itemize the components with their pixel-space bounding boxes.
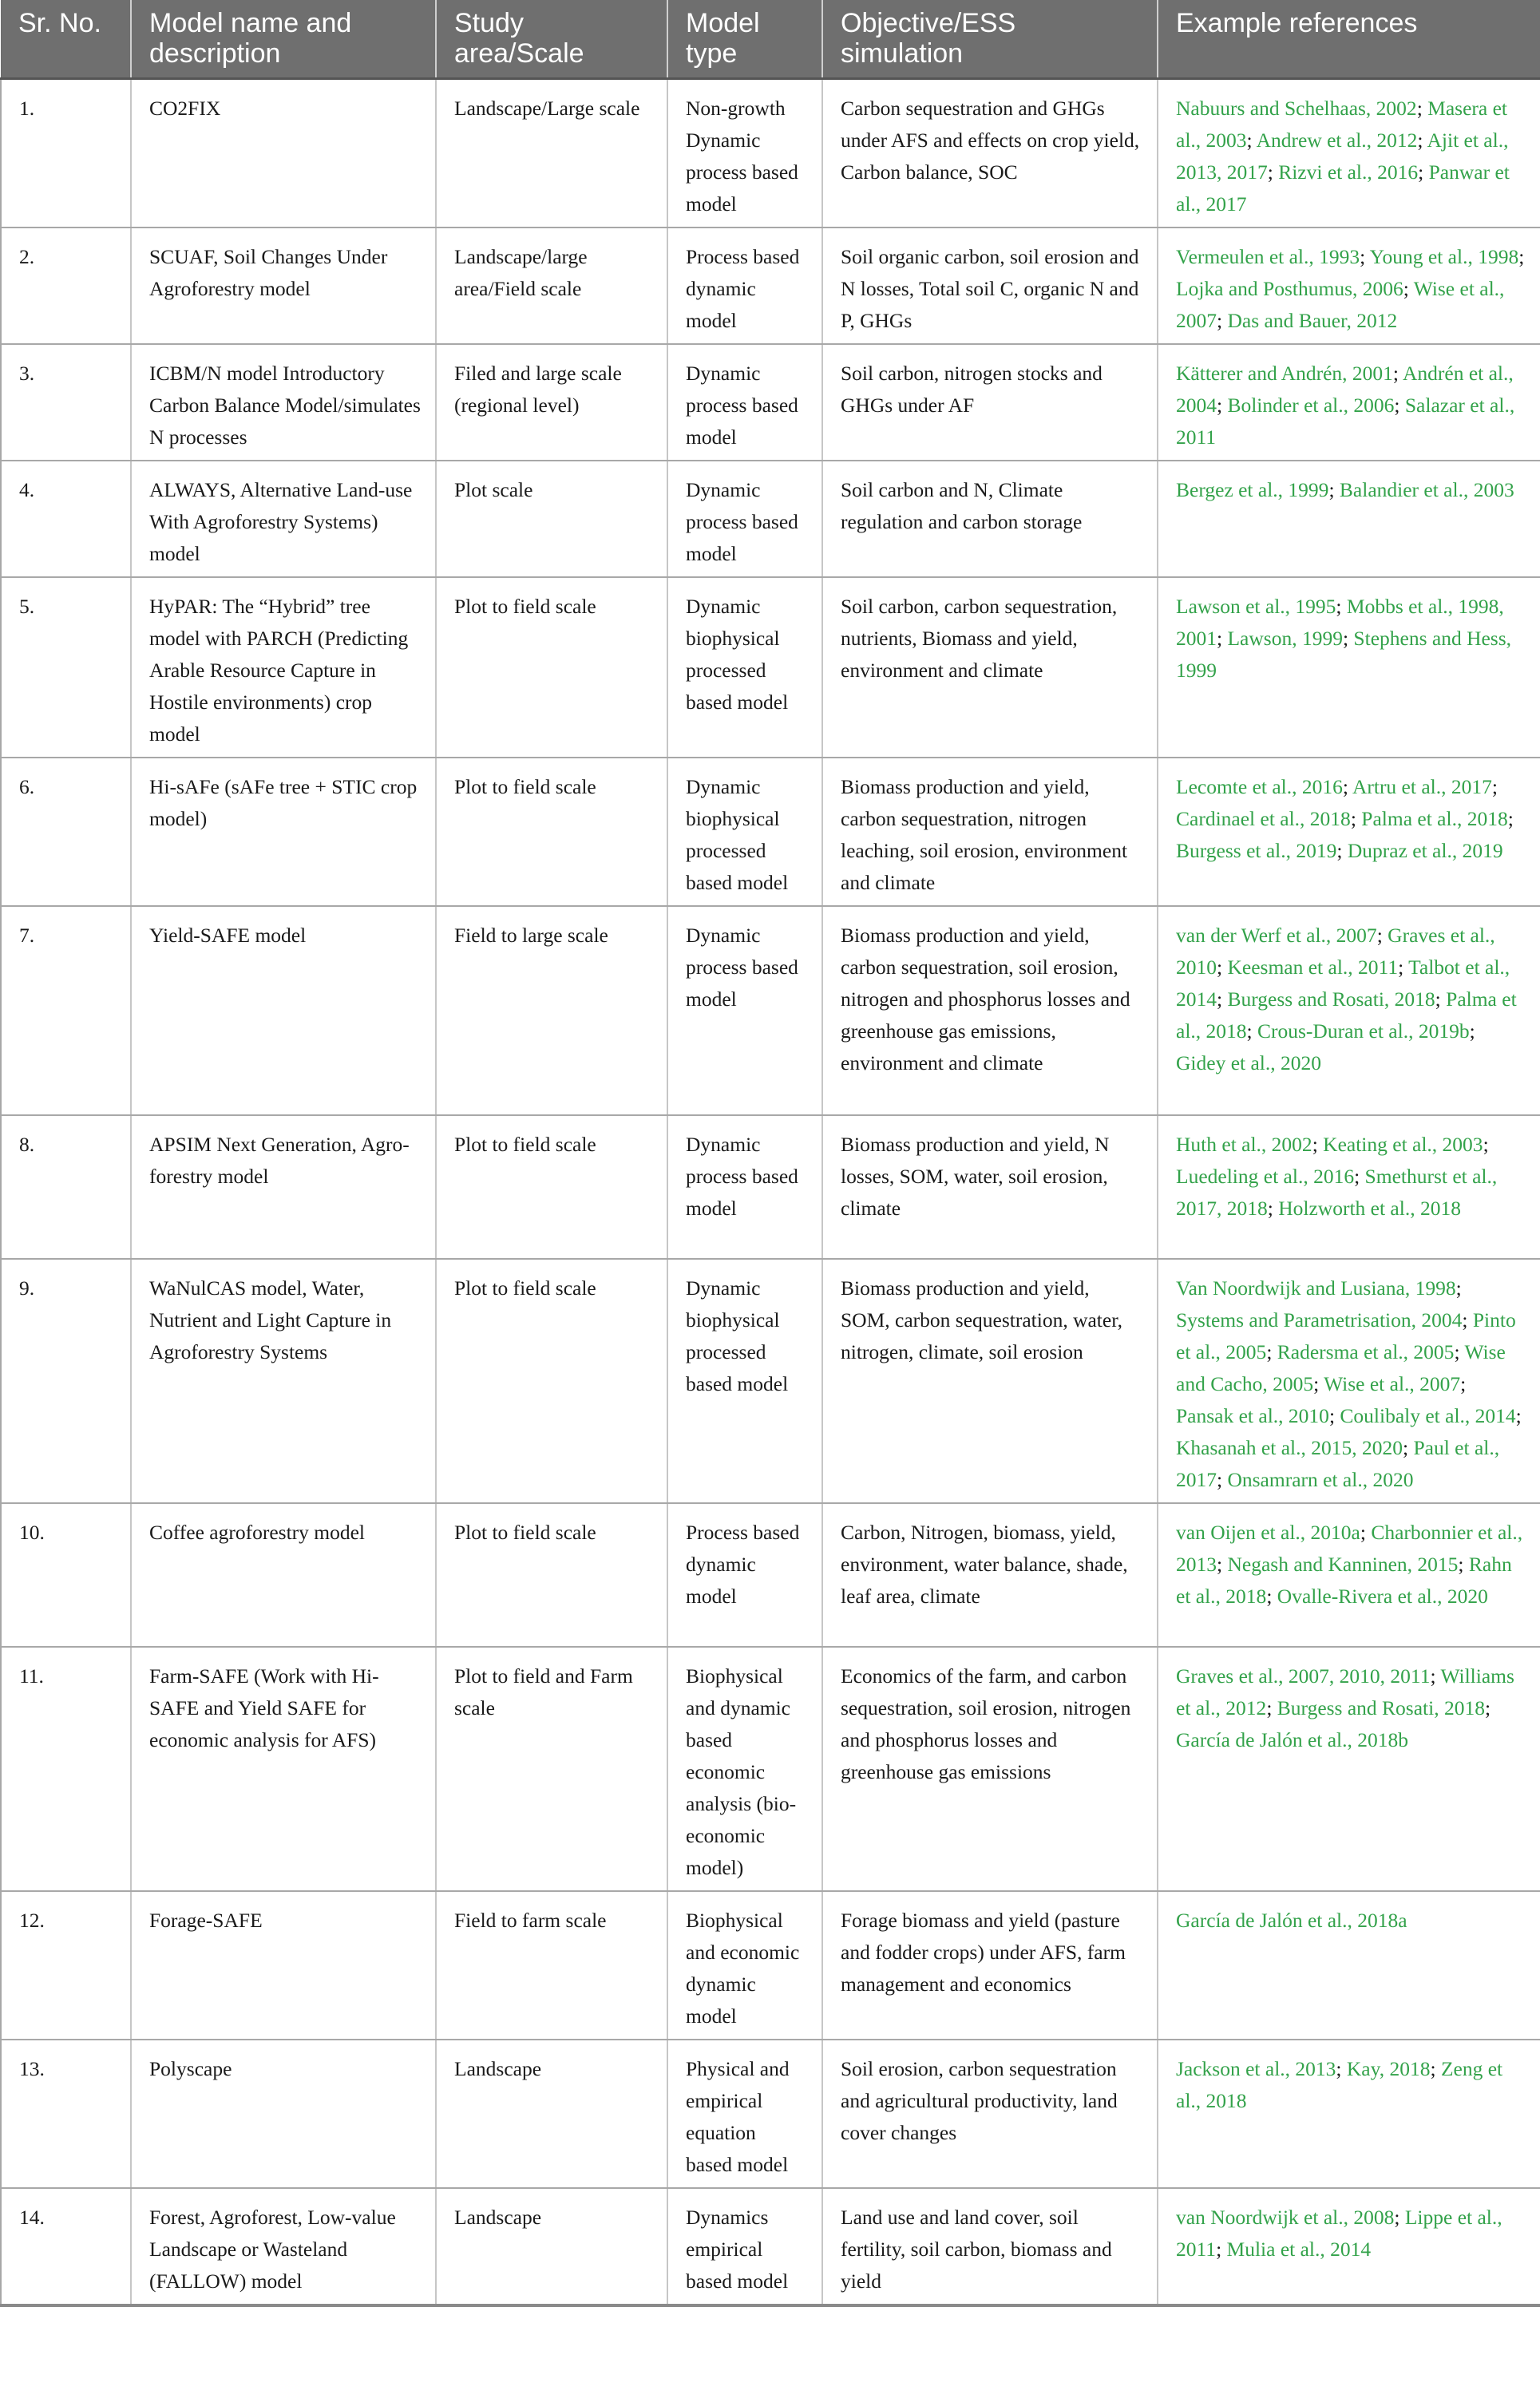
reference-separator: ;	[1342, 626, 1354, 650]
reference-separator: ;	[1460, 1371, 1467, 1395]
reference-link[interactable]: Vermeulen et al., 1993	[1176, 244, 1360, 268]
cell-references	[1158, 1891, 1540, 2040]
reference-separator: ;	[1430, 2056, 1441, 2080]
reference-link[interactable]: Young et al., 1998	[1369, 244, 1519, 268]
reference-separator: ;	[1515, 1403, 1522, 1427]
reference-link[interactable]: Panwar et al., 2017	[1176, 160, 1510, 216]
cell-references	[1158, 1647, 1540, 1891]
cell-model-name: Polyscape	[131, 2040, 436, 2188]
cell-sr-no: 1.	[1, 78, 131, 228]
cell-objective: Soil carbon, nitrogen stocks and GHGs under AF	[822, 344, 1158, 461]
reference-link[interactable]: Mulia et al., 2014	[1226, 2237, 1372, 2261]
cell-study-area: Plot to field and Farm scale	[436, 1647, 667, 1891]
cell-study-area: Plot to field scale	[436, 1259, 667, 1503]
reference-separator: ;	[1217, 1552, 1228, 1576]
cell-objective: Biomass production and yield, carbon sequestration, soil erosion, nitrogen and phosphorus losses and greenhouse gas emissions, environment and climate	[822, 906, 1158, 1115]
reference-link[interactable]: Systems and Parametrisation, 2004	[1176, 1308, 1463, 1332]
cell-sr-no: 14.	[1, 2188, 131, 2305]
cell-study-area: Landscape/large area/Field scale	[436, 228, 667, 344]
cell-model-type: Dynamic biophysical processed based model	[667, 1259, 822, 1503]
reference-link[interactable]: Crous-Duran et al., 2019b	[1257, 1019, 1470, 1043]
cell-objective: Soil erosion, carbon sequestration and agricultural productivity, land cover changes	[822, 2040, 1158, 2188]
cell-references	[1158, 461, 1540, 577]
cell-objective: Soil organic carbon, soil erosion and N losses, Total soil C, organic N and P, GHGs	[822, 228, 1158, 344]
cell-model-name: WaNulCAS model, Water, Nutrient and Light Capture in Agroforestry Systems	[131, 1259, 436, 1503]
reference-separator: ;	[1518, 244, 1525, 268]
reference-separator: ;	[1342, 774, 1352, 798]
cell-model-type: Physical and empirical equation based model	[667, 2040, 822, 2188]
reference-link[interactable]: Wise et al., 2007	[1324, 1371, 1461, 1395]
reference-link[interactable]: Nabuurs and Schelhaas, 2002	[1176, 96, 1417, 120]
cell-model-name: Coffee agroforestry model	[131, 1503, 436, 1647]
cell-objective: Soil carbon, carbon sequestration, nutrients, Biomass and yield, environment and climate	[822, 577, 1158, 758]
reference-link[interactable]: Wise et al., 2007	[1176, 276, 1505, 332]
cell-references	[1158, 1259, 1540, 1503]
table-row	[1, 1891, 1540, 2040]
table-row	[1, 2040, 1540, 2188]
header-objective: Objective/ESS simulation	[822, 0, 1158, 78]
reference-separator: ;	[1336, 838, 1348, 862]
reference-link[interactable]: Kätterer and Andrén, 2001	[1176, 361, 1393, 385]
cell-objective: Biomass production and yield, carbon sequestration, nitrogen leaching, soil erosion, environment and climate	[822, 758, 1158, 906]
table-row	[1, 577, 1540, 758]
cell-study-area: Plot to field scale	[436, 577, 667, 758]
cell-references	[1158, 906, 1540, 1115]
cell-references	[1158, 758, 1540, 906]
reference-link[interactable]: García de Jalón et al., 2018b	[1176, 1727, 1409, 1751]
cell-study-area: Plot to field scale	[436, 1503, 667, 1647]
cell-study-area: Plot to field scale	[436, 758, 667, 906]
reference-separator: ;	[1350, 806, 1362, 830]
table-row	[1, 228, 1540, 344]
cell-model-type: Process based dynamic model	[667, 228, 822, 344]
table-row	[1, 906, 1540, 1115]
cell-model-name: Yield-SAFE model	[131, 906, 436, 1115]
reference-separator: ;	[1217, 1467, 1228, 1491]
reference-separator: ;	[1394, 2205, 1405, 2229]
reference-link[interactable]: Cardinael et al., 2018	[1176, 806, 1351, 830]
reference-separator: ;	[1217, 626, 1228, 650]
reference-separator: ;	[1394, 393, 1405, 417]
reference-separator: ;	[1398, 955, 1409, 979]
cell-model-type: Dynamics empirical based model	[667, 2188, 822, 2305]
reference-separator: ;	[1484, 1696, 1491, 1719]
header-model-type: Model type	[667, 0, 822, 78]
table-row	[1, 1647, 1540, 1891]
reference-link[interactable]: Rizvi et al., 2016	[1278, 160, 1419, 184]
reference-link[interactable]: Lawson, 1999	[1227, 626, 1343, 650]
cell-model-type: Dynamic process based model	[667, 344, 822, 461]
cell-references	[1158, 577, 1540, 758]
reference-separator: ;	[1313, 1371, 1324, 1395]
reference-link[interactable]: Onsamrarn et al., 2020	[1227, 1467, 1414, 1491]
reference-link[interactable]: Bergez et al., 1999	[1176, 477, 1329, 501]
cell-model-name: APSIM Next Generation, Agro-forestry model	[131, 1115, 436, 1259]
cell-model-name: HyPAR: The “Hybrid” tree model with PARCH (Predicting Arable Resource Capture in Hostile environments) crop model	[131, 577, 436, 758]
reference-link[interactable]: Smethurst et al., 2017, 2018	[1176, 1164, 1498, 1220]
reference-link[interactable]: Burgess and Rosati, 2018	[1277, 1696, 1485, 1719]
cell-model-type: Dynamic process based model	[667, 1115, 822, 1259]
cell-study-area: Field to large scale	[436, 906, 667, 1115]
reference-separator: ;	[1458, 1552, 1469, 1576]
cell-sr-no: 2.	[1, 228, 131, 344]
cell-sr-no: 11.	[1, 1647, 131, 1891]
cell-model-name: Hi-sAFe (sAFe tree + STIC crop model)	[131, 758, 436, 906]
reference-separator: ;	[1354, 1164, 1365, 1188]
cell-study-area: Filed and large scale (regional level)	[436, 344, 667, 461]
reference-separator: ;	[1402, 1435, 1414, 1459]
reference-link[interactable]: Pansak et al., 2010	[1176, 1403, 1329, 1427]
reference-link[interactable]: Khasanah et al., 2015, 2020	[1176, 1435, 1403, 1459]
reference-link[interactable]: Coulibaly et al., 2014	[1340, 1403, 1516, 1427]
cell-references	[1158, 1503, 1540, 1647]
cell-objective: Biomass production and yield, SOM, carbon sequestration, water, nitrogen, climate, soil erosion	[822, 1259, 1158, 1503]
reference-separator: ;	[1418, 160, 1429, 184]
reference-separator: ;	[1454, 1339, 1465, 1363]
cell-sr-no: 12.	[1, 1891, 131, 2040]
reference-separator: ;	[1430, 1664, 1441, 1688]
header-references: Example references	[1158, 0, 1540, 78]
reference-link[interactable]: Bolinder et al., 2006	[1227, 393, 1395, 417]
reference-separator: ;	[1455, 1276, 1462, 1300]
reference-link[interactable]: Artru et al., 2017	[1352, 774, 1492, 798]
cell-sr-no: 9.	[1, 1259, 131, 1503]
reference-link[interactable]: Keesman et al., 2011	[1227, 955, 1399, 979]
cell-model-type: Dynamic process based model	[667, 461, 822, 577]
cell-objective: Soil carbon and N, Climate regulation and carbon storage	[822, 461, 1158, 577]
reference-separator: ;	[1328, 1403, 1340, 1427]
cell-references	[1158, 2040, 1540, 2188]
cell-sr-no: 8.	[1, 1115, 131, 1259]
table-row	[1, 1503, 1540, 1647]
cell-sr-no: 13.	[1, 2040, 131, 2188]
cell-model-name: SCUAF, Soil Changes Under Agroforestry model	[131, 228, 436, 344]
reference-link[interactable]: Huth et al., 2002	[1176, 1132, 1312, 1156]
reference-link[interactable]: Van Noordwijk and Lusiana, 1998	[1176, 1276, 1456, 1300]
cell-references	[1158, 228, 1540, 344]
reference-link[interactable]: Keating et al., 2003	[1323, 1132, 1483, 1156]
cell-model-name: Forest, Agroforest, Low-value Landscape or Wasteland (FALLOW) model	[131, 2188, 436, 2305]
reference-separator: ;	[1217, 987, 1228, 1011]
cell-model-type: Biophysical and economic dynamic model	[667, 1891, 822, 2040]
header-study-area: Study area/Scale	[436, 0, 667, 78]
reference-separator: ;	[1217, 393, 1228, 417]
cell-model-type: Dynamic process based model	[667, 906, 822, 1115]
reference-link[interactable]: Kay, 2018	[1346, 2056, 1431, 2080]
reference-link[interactable]: Das and Bauer, 2012	[1227, 308, 1398, 332]
cell-sr-no: 7.	[1, 906, 131, 1115]
reference-separator: ;	[1462, 1308, 1473, 1332]
reference-separator: ;	[1217, 955, 1228, 979]
reference-separator: ;	[1469, 1019, 1475, 1043]
cell-study-area: Plot scale	[436, 461, 667, 577]
cell-objective: Economics of the farm, and carbon sequestration, soil erosion, nitrogen and phosphorus losses and greenhouse gas emissions	[822, 1647, 1158, 1891]
cell-model-name: CO2FIX	[131, 78, 436, 228]
cell-study-area: Landscape	[436, 2040, 667, 2188]
cell-model-name: Farm-SAFE (Work with Hi-SAFE and Yield SAFE for economic analysis for AFS)	[131, 1647, 436, 1891]
reference-separator: ;	[1312, 1132, 1324, 1156]
cell-study-area: Plot to field scale	[436, 1115, 667, 1259]
reference-link[interactable]: Wise and Cacho, 2005	[1176, 1339, 1506, 1395]
reference-link[interactable]: Ovalle-Rivera et al., 2020	[1277, 1584, 1488, 1608]
reference-link[interactable]: Pinto et al., 2005	[1176, 1308, 1516, 1363]
reference-separator: ;	[1417, 128, 1427, 152]
table-row	[1, 344, 1540, 461]
cell-objective: Carbon sequestration and GHGs under AFS and effects on crop yield, Carbon balance, SOC	[822, 78, 1158, 228]
cell-sr-no: 6.	[1, 758, 131, 906]
reference-link[interactable]: Stephens and Hess, 1999	[1176, 626, 1512, 682]
reference-separator: ;	[1216, 2237, 1227, 2261]
reference-link[interactable]: van Oijen et al., 2010a	[1176, 1520, 1360, 1544]
reference-link[interactable]: Jackson et al., 2013	[1176, 2056, 1336, 2080]
header-sr-no: Sr. No.	[1, 0, 131, 78]
cell-references	[1158, 1115, 1540, 1259]
reference-link[interactable]: Masera et al., 2003	[1176, 96, 1507, 152]
cell-objective: Forage biomass and yield (pasture and fodder crops) under AFS, farm management and economics	[822, 1891, 1158, 2040]
table-row	[1, 1115, 1540, 1259]
cell-model-name: ALWAYS, Alternative Land-use With Agroforestry Systems) model	[131, 461, 436, 577]
cell-sr-no: 3.	[1, 344, 131, 461]
reference-link[interactable]: Lecomte et al., 2016	[1176, 774, 1343, 798]
reference-separator: ;	[1246, 1019, 1257, 1043]
table-row	[1, 2188, 1540, 2305]
cell-model-name: ICBM/N model Introductory Carbon Balance Model/simulates N processes	[131, 344, 436, 461]
reference-link[interactable]: Lojka and Posthumus, 2006	[1176, 276, 1403, 300]
reference-separator: ;	[1435, 987, 1447, 1011]
reference-separator: ;	[1267, 1196, 1279, 1220]
reference-separator: ;	[1266, 1339, 1277, 1363]
reference-separator: ;	[1376, 923, 1388, 947]
reference-separator: ;	[1483, 1132, 1489, 1156]
reference-separator: ;	[1403, 276, 1414, 300]
reference-link[interactable]: Burgess et al., 2019	[1176, 838, 1337, 862]
table-body	[1, 78, 1540, 2305]
reference-link[interactable]: Williams et al., 2012	[1176, 1664, 1514, 1719]
reference-link[interactable]: Holzworth et al., 2018	[1278, 1196, 1461, 1220]
reference-link[interactable]: Dupraz et al., 2019	[1347, 838, 1503, 862]
reference-separator: ;	[1392, 361, 1403, 385]
reference-separator: ;	[1217, 308, 1228, 332]
cell-references	[1158, 344, 1540, 461]
reference-link[interactable]: van der Werf et al., 2007	[1176, 923, 1377, 947]
table-row	[1, 78, 1540, 228]
cell-study-area: Landscape	[436, 2188, 667, 2305]
cell-references	[1158, 78, 1540, 228]
reference-separator: ;	[1336, 594, 1347, 618]
reference-separator: ;	[1360, 244, 1370, 268]
reference-separator: ;	[1266, 1696, 1277, 1719]
cell-model-type: Dynamic biophysical processed based model	[667, 577, 822, 758]
cell-model-type: Process based dynamic model	[667, 1503, 822, 1647]
reference-link[interactable]: Gidey et al., 2020	[1176, 1051, 1321, 1074]
reference-separator: ;	[1491, 774, 1498, 798]
reference-separator: ;	[1246, 128, 1257, 152]
reference-link[interactable]: Balandier et al., 2003	[1339, 477, 1514, 501]
header-row	[1, 0, 1540, 78]
cell-model-type: Dynamic biophysical processed based model	[667, 758, 822, 906]
cell-model-type: Biophysical and dynamic based economic analysis (bio-economic model)	[667, 1647, 822, 1891]
reference-separator: ;	[1328, 477, 1340, 501]
reference-link[interactable]: Palma et al., 2018	[1361, 806, 1508, 830]
reference-link[interactable]: Mobbs et al., 1998, 2001	[1176, 594, 1504, 650]
reference-link[interactable]: Rahn et al., 2018	[1176, 1552, 1512, 1608]
reference-separator: ;	[1360, 1520, 1372, 1544]
cell-model-type: Non-growth Dynamic process based model	[667, 78, 822, 228]
reference-link[interactable]: Paul et al., 2017	[1176, 1435, 1500, 1491]
cell-references	[1158, 2188, 1540, 2305]
reference-separator: ;	[1336, 2056, 1347, 2080]
cell-study-area: Field to farm scale	[436, 1891, 667, 2040]
reference-link[interactable]: Ajit et al., 2013, 2017	[1176, 128, 1509, 184]
reference-link[interactable]: Lawson et al., 1995	[1176, 594, 1336, 618]
reference-link[interactable]: Andrén et al., 2004	[1176, 361, 1514, 417]
reference-link[interactable]: Andrew et al., 2012	[1256, 128, 1418, 152]
reference-link[interactable]: Graves et al., 2007, 2010, 2011	[1176, 1664, 1431, 1688]
reference-link[interactable]: Radersma et al., 2005	[1277, 1339, 1455, 1363]
reference-separator: ;	[1507, 806, 1514, 830]
cell-objective: Biomass production and yield, N losses, SOM, water, soil erosion, climate	[822, 1115, 1158, 1259]
reference-link[interactable]: van Noordwijk et al., 2008	[1176, 2205, 1395, 2229]
cell-sr-no: 5.	[1, 577, 131, 758]
reference-link[interactable]: Graves et al., 2010	[1176, 923, 1495, 979]
reference-link[interactable]: Luedeling et al., 2016	[1176, 1164, 1355, 1188]
cell-objective: Carbon, Nitrogen, biomass, yield, environment, water balance, shade, leaf area, climate	[822, 1503, 1158, 1647]
reference-separator: ;	[1266, 1584, 1277, 1608]
reference-link[interactable]: Burgess and Rosati, 2018	[1227, 987, 1435, 1011]
table-header	[1, 0, 1540, 78]
reference-separator: ;	[1416, 96, 1428, 120]
table-row	[1, 461, 1540, 577]
reference-link[interactable]: Negash and Kanninen, 2015	[1227, 1552, 1459, 1576]
table-row	[1, 758, 1540, 906]
cell-sr-no: 4.	[1, 461, 131, 577]
reference-separator: ;	[1267, 160, 1279, 184]
cell-model-name: Forage-SAFE	[131, 1891, 436, 2040]
cell-objective: Land use and land cover, soil fertility, soil carbon, biomass and yield	[822, 2188, 1158, 2305]
table-row	[1, 1259, 1540, 1503]
reference-link[interactable]: Salazar et al., 2011	[1176, 393, 1515, 449]
reference-link[interactable]: García de Jalón et al., 2018a	[1176, 1908, 1407, 1932]
header-model-name: Model name and description	[131, 0, 436, 78]
cell-sr-no: 10.	[1, 1503, 131, 1647]
cell-study-area: Landscape/Large scale	[436, 78, 667, 228]
reference-link[interactable]: Talbot et al., 2014	[1176, 955, 1510, 1011]
reference-link[interactable]: Palma et al., 2018	[1176, 987, 1517, 1043]
reference-link[interactable]: Lippe et al., 2011	[1176, 2205, 1502, 2261]
reference-link[interactable]: Charbonnier et al., 2013	[1176, 1520, 1523, 1576]
reference-link[interactable]: Zeng et al., 2018	[1176, 2056, 1503, 2112]
